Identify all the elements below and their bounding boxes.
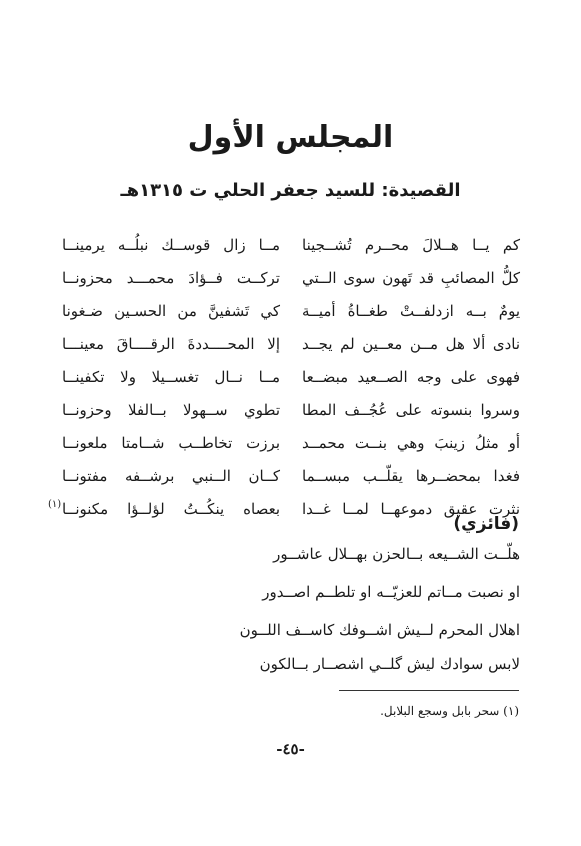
verse-first-hemistich: كلُّ المصائبِ قد تَهون سوى الــتي <box>302 269 520 287</box>
verse-first-hemistich: فهوى على وجه الصــعيد مبضــعا <box>302 368 520 386</box>
verse-second-hemistich: كي تَشفينَّ من الحسـين ضـغونا <box>62 302 280 320</box>
footnote-marker[interactable]: (١) <box>48 499 62 510</box>
poem-verse <box>62 329 520 359</box>
poem-verse <box>62 263 520 293</box>
verse-first-hemistich: نادى ألا هل مــن معــين لم يجــد <box>302 335 520 353</box>
verse-second-hemistich: تركــت فــؤادَ محمـــد محزونــا <box>62 269 280 287</box>
verse-first-hemistich: أو مثلُ زينبَ وهي بنــت محمــد <box>302 434 520 452</box>
poem-verse <box>62 362 520 392</box>
popular-line: او نصبت مــاتم للعزيّــه او تلطــم اصــدور <box>262 583 520 601</box>
verse-first-hemistich: وسروا بنسوته على عُجُــف المطا <box>302 401 520 419</box>
verse-second-hemistich: مــا زال قوســك نبلُــه يرمينــا <box>62 236 280 254</box>
poem-verse <box>62 461 520 491</box>
footnote-text: (١) سحر بابل وسجع البلابل. <box>380 704 519 718</box>
poem-verse <box>48 494 520 524</box>
verse-first-hemistich: فغدا بمحضــرها يقلّــب مبســما <box>302 467 520 485</box>
popular-line: لابس سوادك ليش گلــي اشصــار بــالكون <box>259 655 520 673</box>
verse-second-hemistich: بعصاه ينكُــتُ لؤلــؤا مكنونــا <box>62 500 280 518</box>
page-number: -٤٥- <box>276 740 305 758</box>
poem-subtitle: القصيدة: للسيد جعفر الحلي ت ١٣١٥هـ <box>120 180 461 201</box>
poem-verse <box>62 428 520 458</box>
verse-first-hemistich: نثرت عقيق دموعهــا لمــا غــدا <box>302 500 520 518</box>
poem-verse <box>62 395 520 425</box>
verse-first-hemistich: كم يــا هــلالَ محــرم تُشــجينا <box>302 236 520 254</box>
popular-line: هلّــت الشــيعه بــالحزن بهــلال عاشــور <box>273 545 520 563</box>
verse-first-hemistich: يومٌ بــه ازدلفــتْ طغــاةُ أميــة <box>302 302 520 320</box>
chapter-title: المجلس الأول <box>187 120 394 155</box>
verse-second-hemistich: كــان الــنبي برشــفه مفتونــا <box>62 467 280 485</box>
poem-verse <box>62 230 520 260</box>
popular-line: اهلال المحرم لــيش اشــوفك كاســف اللــون <box>239 621 520 639</box>
verse-second-hemistich: تطوي ســهولا بــالفلا وحزونــا <box>62 401 280 419</box>
poem-verse <box>62 296 520 326</box>
verse-second-hemistich: مــا نــال تغســيلا ولا تكفينــا <box>62 368 280 386</box>
footnote-divider <box>339 690 519 691</box>
section-label: (فائزي) <box>453 514 519 534</box>
verse-second-hemistich: إلا المحــــددةَ الرقــــاقَ معينـــا <box>62 335 280 353</box>
verse-second-hemistich: برزت تخاطــب شــامتا ملعونــا <box>62 434 280 452</box>
